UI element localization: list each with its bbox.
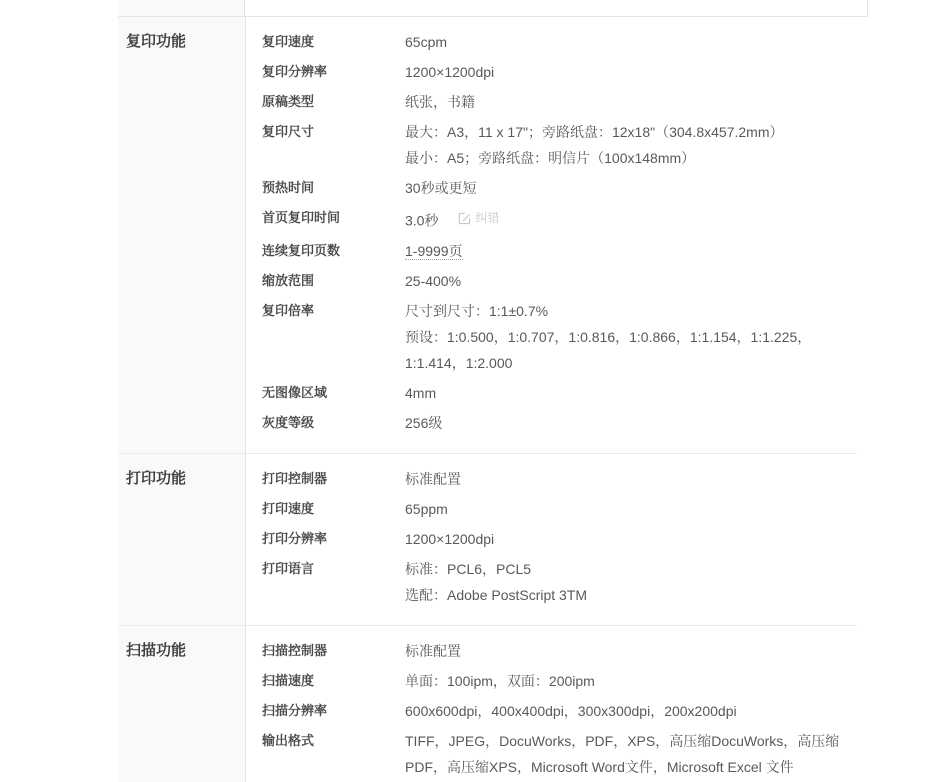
spec-value [405,410,442,436]
spec-label: 扫描控制器 [262,642,328,658]
spec-value-text: 600x600dpi，400x400dpi，300x300dpi，200x200dpi [405,702,737,719]
spec-value-line [405,496,448,522]
spec-row [262,117,857,173]
spec-label: 复印速度 [262,34,315,49]
spec-value [405,268,461,294]
spec-value-text: 25-400% [405,272,462,289]
spec-row [262,173,857,203]
spec-value-line [405,728,839,754]
spec-row [262,494,857,524]
spec-label: 连续复印页数 [262,242,341,258]
spec-label: 首页复印时间 [262,210,341,225]
spec-row [262,636,857,666]
spec-value-text: 1:1.414，1:2.000 [405,354,513,371]
section-header-cell [118,454,246,625]
spec-value [405,638,461,664]
section-body [246,626,857,782]
spec-value [405,698,737,724]
spec-value-text: 256级 [405,414,443,431]
previous-table-header-cell [118,0,245,16]
spec-value-text: 纸张，书籍 [405,94,475,110]
spec-value-line [405,145,784,171]
spec-label: 复印分辨率 [262,64,328,79]
spec-value-text: 30秒或更短 [405,180,477,196]
spec-section [118,453,857,625]
spec-value [405,556,587,608]
spec-value [405,526,494,552]
spec-label: 输出格式 [262,732,315,748]
spec-value-line [405,119,784,145]
spec-value [405,89,475,115]
spec-section [118,625,857,782]
spec-value [405,119,784,171]
spec-value-text: TIFF，JPEG，DocuWorks，PDF，XPS，高压缩DocuWorks，高压缩 [405,732,840,749]
tooltip-term[interactable]: 1-9999页 [405,242,463,259]
spec-label: 复印尺寸 [262,124,315,139]
spec-value-line [405,350,811,376]
spec-value-line [405,582,587,608]
spec-value-line [405,205,499,234]
spec-label: 预热时间 [262,180,315,195]
spec-value-text: 1200×1200dpi [405,64,495,80]
spec-value-text: 单面：100ipm，双面：200ipm [405,672,595,689]
spec-value [405,728,839,780]
previous-table-body-cell [245,0,867,16]
spec-table [118,0,868,782]
spec-value-line [405,754,839,780]
spec-label: 打印控制器 [262,470,328,486]
spec-value-line [405,698,737,724]
previous-table-cutoff-row [118,0,868,17]
correction-link-label: 纠错 [475,211,500,225]
correction-link[interactable] [458,205,499,231]
spec-row [262,464,857,494]
spec-value-text: 1200×1200dpi [405,530,495,547]
spec-value-text: 最大：A3，11 x 17"；旁路纸盘：12x18"（304.8x457.2mm） [405,124,784,140]
section-title: 复印功能 [126,33,187,50]
section-title: 打印功能 [126,469,187,487]
spec-sections [118,17,857,782]
spec-value-text: 尺寸到尺寸：1:1±0.7% [405,302,549,319]
spec-row [262,57,857,87]
spec-value [405,466,461,492]
spec-label: 打印语言 [262,560,315,576]
spec-label: 原稿类型 [262,94,315,109]
spec-value-line [405,668,595,694]
spec-section [118,17,857,453]
spec-value-line [405,410,442,436]
spec-value-line [405,380,436,406]
spec-row [262,378,857,408]
spec-value-line [405,175,477,201]
spec-row [262,266,857,296]
section-header-cell [118,17,246,453]
spec-row [262,408,857,438]
spec-row [262,524,857,554]
spec-value-text: PDF，高压缩XPS，Microsoft Word文件，Microsoft Excel 文件 [405,758,794,775]
spec-value-line [405,324,811,350]
spec-value-text: 标准配置 [405,470,461,487]
spec-value-text: 标准：PCL6，PCL5 [405,560,532,577]
spec-row [262,27,857,57]
spec-value-text: 65cpm [405,34,448,50]
spec-value [405,380,436,406]
spec-value-text: 3.0秒 [405,212,439,229]
section-title: 扫描功能 [126,641,187,659]
spec-value-line [405,466,461,492]
spec-value [405,59,494,85]
spec-row [262,666,857,696]
spec-value [405,668,595,694]
section-body [246,454,857,625]
spec-value-line [405,238,463,264]
spec-value [405,298,811,376]
spec-label: 打印速度 [262,500,315,516]
spec-value [405,496,448,522]
spec-value-text: 65ppm [405,500,448,517]
spec-value-line [405,59,494,85]
spec-label: 复印倍率 [262,302,315,318]
spec-value [405,29,447,55]
spec-label: 扫描分辨率 [262,702,328,718]
spec-row [262,87,857,117]
spec-value-line [405,556,587,582]
spec-row [262,726,857,782]
spec-value-line [405,89,475,115]
spec-value-text: 最小：A5；旁路纸盘：明信片（100x148mm） [405,150,696,166]
spec-label: 打印分辨率 [262,530,328,546]
spec-value-text: 预设：1:0.500，1:0.707，1:0.816，1:0.866，1:1.154，1:1.225， [405,328,812,345]
spec-value [405,175,477,201]
spec-value [405,238,463,264]
section-body [246,17,857,453]
spec-row [262,554,857,610]
spec-label: 灰度等级 [262,414,315,430]
spec-value-line [405,526,494,552]
spec-value-text: 4mm [405,384,437,401]
spec-label: 无图像区域 [262,384,328,400]
spec-row [262,696,857,726]
spec-value-line [405,29,447,55]
spec-label: 扫描速度 [262,672,315,688]
spec-value-text: 标准配置 [405,642,461,659]
spec-value [405,205,499,234]
spec-value-line [405,298,811,324]
spec-row [262,236,857,266]
spec-value-text: 选配：Adobe PostScript 3TM [405,586,588,603]
spec-value-line [405,268,461,294]
spec-label: 缩放范围 [262,272,315,288]
spec-row [262,296,857,378]
spec-row [262,203,857,236]
spec-value-line [405,638,461,664]
edit-pencil-icon [458,212,471,225]
section-header-cell [118,626,246,782]
